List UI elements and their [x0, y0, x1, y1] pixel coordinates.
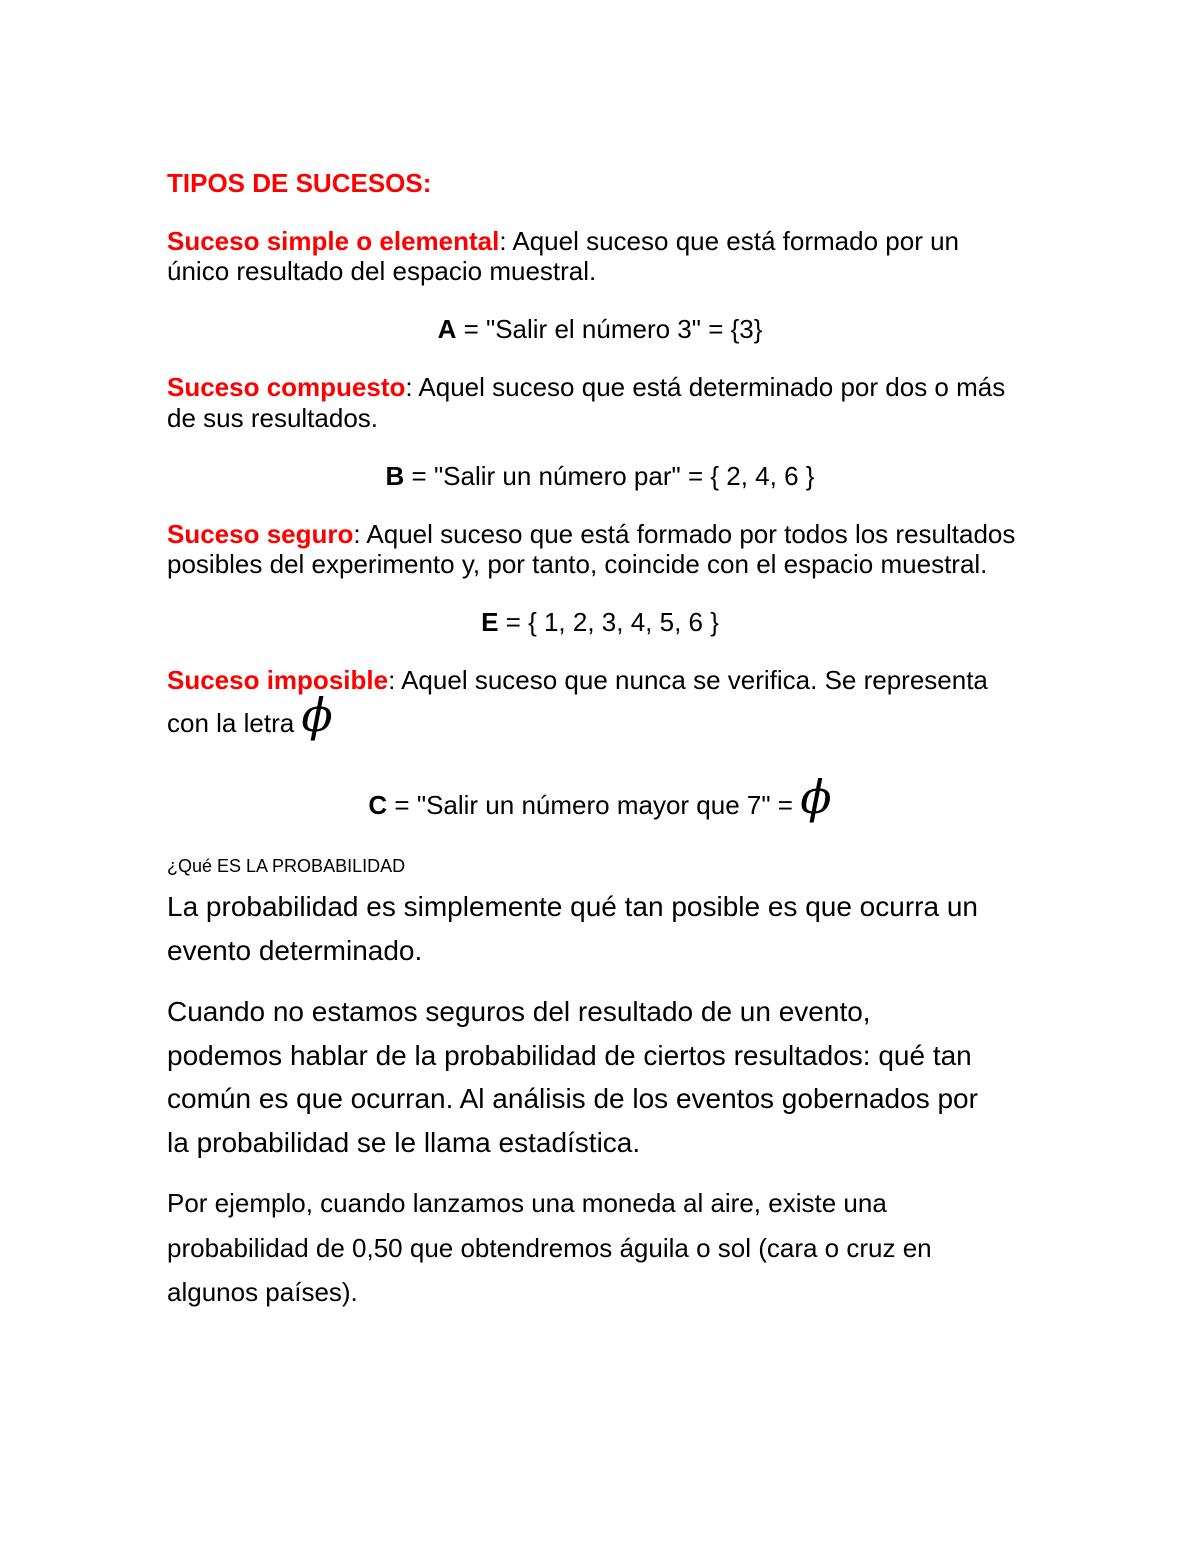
compuesto-example — [0, 461, 1200, 491]
imposible-example — [0, 770, 1200, 828]
simple-example — [0, 314, 1200, 344]
compuesto-eq-rest: = "Salir un número par" = { 2, 4, 6 } — [404, 461, 815, 491]
simple-term: Suceso simple o elemental — [167, 226, 500, 256]
section-title: TIPOS DE SUCESOS: — [167, 168, 432, 198]
compuesto-definition-line1 — [167, 372, 1005, 402]
seguro-definition-line2: posibles del experimento y, por tanto, coincide con el espacio muestral. — [167, 549, 988, 579]
p3-line1: Por ejemplo, cuando lanzamos una moneda al aire, existe una — [167, 1188, 887, 1218]
compuesto-definition-line2: de sus resultados. — [167, 403, 379, 433]
imposible-eq-rest: = "Salir un número mayor que 7" = — [387, 790, 801, 820]
compuesto-text-1: : Aquel suceso que está determinado por dos o más — [405, 372, 1006, 402]
probabilidad-heading: ¿Qué ES LA PROBABILIDAD — [167, 856, 406, 876]
simple-text-1: : Aquel suceso que está formado por un — [499, 226, 959, 256]
phi-symbol-icon: ϕ — [301, 688, 333, 742]
seguro-term: Suceso seguro — [167, 519, 354, 549]
simple-eq-rest: = "Salir el número 3" = {3} — [456, 314, 763, 344]
phi-symbol-icon-2: ϕ — [800, 770, 832, 824]
p2-line4: la probabilidad se le llama estadística. — [167, 1127, 641, 1158]
p2-line2: podemos hablar de la probabilidad de ciertos resultados: qué tan — [167, 1040, 972, 1071]
seguro-example — [0, 607, 1200, 637]
imposible-text-2: con la letra — [167, 708, 302, 738]
p3-line2: probabilidad de 0,50 que obtendremos águila o sol (cara o cruz en — [167, 1233, 932, 1263]
seguro-definition-line1 — [167, 519, 1015, 549]
p2-line3: común es que ocurran. Al análisis de los eventos gobernados por — [167, 1083, 978, 1114]
p3-line3: algunos países). — [167, 1277, 358, 1307]
compuesto-term: Suceso compuesto — [167, 372, 406, 402]
simple-definition-line2: único resultado del espacio muestral. — [167, 256, 597, 286]
imposible-definition-line2 — [167, 688, 333, 746]
simple-eq-var: A — [437, 314, 457, 344]
imposible-definition-line1 — [167, 665, 988, 695]
imposible-text-1: : Aquel suceso que nunca se verifica. Se representa — [388, 665, 988, 695]
seguro-text-1: : Aquel suceso que está formado por todos los resultados — [353, 519, 1016, 549]
seguro-eq-rest: = { 1, 2, 3, 4, 5, 6 } — [498, 607, 719, 637]
compuesto-eq-var: B — [385, 461, 405, 491]
seguro-eq-var: E — [481, 607, 499, 637]
imposible-eq-var: C — [368, 790, 388, 820]
p1-line2: evento determinado. — [167, 935, 423, 966]
p2-line1: Cuando no estamos seguros del resultado de un evento, — [167, 996, 871, 1027]
p1-line1: La probabilidad es simplemente qué tan posible es que ocurra un — [167, 891, 978, 922]
simple-definition-line1 — [167, 226, 959, 256]
imposible-term: Suceso imposible — [167, 665, 389, 695]
